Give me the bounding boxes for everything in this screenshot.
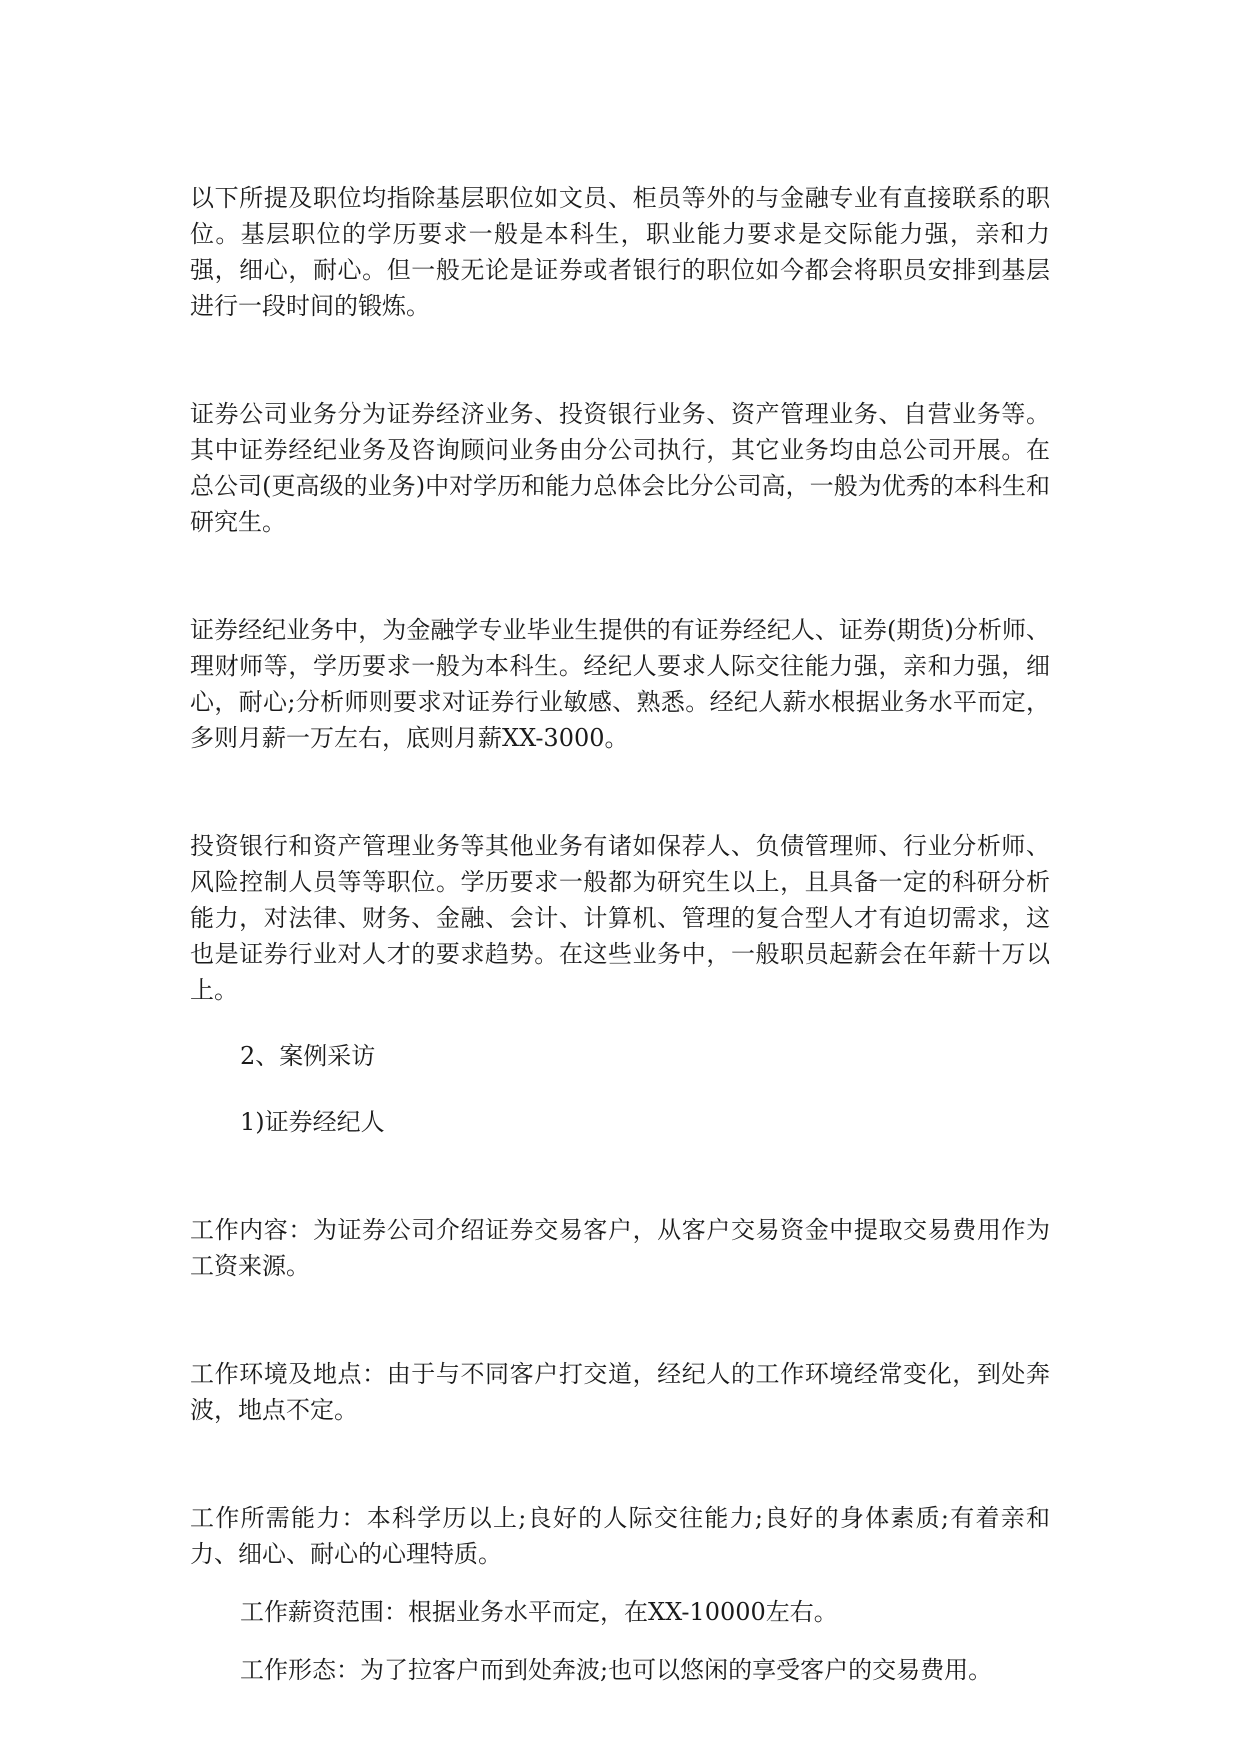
subheading-securities-broker: 1)证券经纪人	[240, 1108, 385, 1136]
paragraph-securities-business: 证券公司业务分为证券经济业务、投资银行业务、资产管理业务、自营业务等。其中证券经纪业务及咨询顾问业务由分公司执行，其它业务均由总公司开展。在总公司(更高级的业务)中对学历和能力总体会比分公司高，一般为优秀的本科生和研究生。	[190, 400, 1050, 536]
paragraph-job-overview: 以下所提及职位均指除基层职位如文员、柜员等外的与金融专业有直接联系的职位。基层职位的学历要求一般是本科生，职业能力要求是交际能力强，亲和力强，细心，耐心。但一般无论是证券或者银行的职位如今都会将职员安排到基层进行一段时间的锻炼。	[190, 184, 1050, 320]
paragraph-work-environment: 工作环境及地点：由于与不同客户打交道，经纪人的工作环境经常变化，到处奔波，地点不定。	[190, 1360, 1050, 1424]
paragraph-work-content: 工作内容：为证券公司介绍证券交易客户，从客户交易资金中提取交易费用作为工资来源。	[190, 1216, 1050, 1280]
section-heading-case-interview: 2、案例采访	[240, 1042, 376, 1070]
paragraph-investment-banking: 投资银行和资产管理业务等其他业务有诸如保荐人、负债管理师、行业分析师、风险控制人员等等职位。学历要求一般都为研究生以上，且具备一定的科研分析能力，对法律、财务、金融、会计、计算机、管理的复合型人才有迫切需求，这也是证券行业对人才的要求趋势。在这些业务中，一般职员起薪会在年薪十万以上。	[190, 832, 1050, 1004]
paragraph-brokerage-business: 证券经纪业务中，为金融学专业毕业生提供的有证券经纪人、证券(期货)分析师、理财师等，学历要求一般为本科生。经纪人要求人际交往能力强，亲和力强，细心，耐心;分析师则要求对证券行业敏感、熟悉。经纪人薪水根据业务水平而定，多则月薪一万左右，底则月薪XX-3000。	[190, 616, 1050, 752]
paragraph-work-form: 工作形态：为了拉客户而到处奔波;也可以悠闲的享受客户的交易费用。	[240, 1656, 993, 1684]
document-body	[190, 180, 1050, 1688]
paragraph-required-abilities: 工作所需能力：本科学历以上;良好的人际交往能力;良好的身体素质;有着亲和力、细心、耐心的心理特质。	[190, 1504, 1050, 1568]
paragraph-salary-range: 工作薪资范围：根据业务水平而定，在XX-10000左右。	[240, 1598, 838, 1626]
